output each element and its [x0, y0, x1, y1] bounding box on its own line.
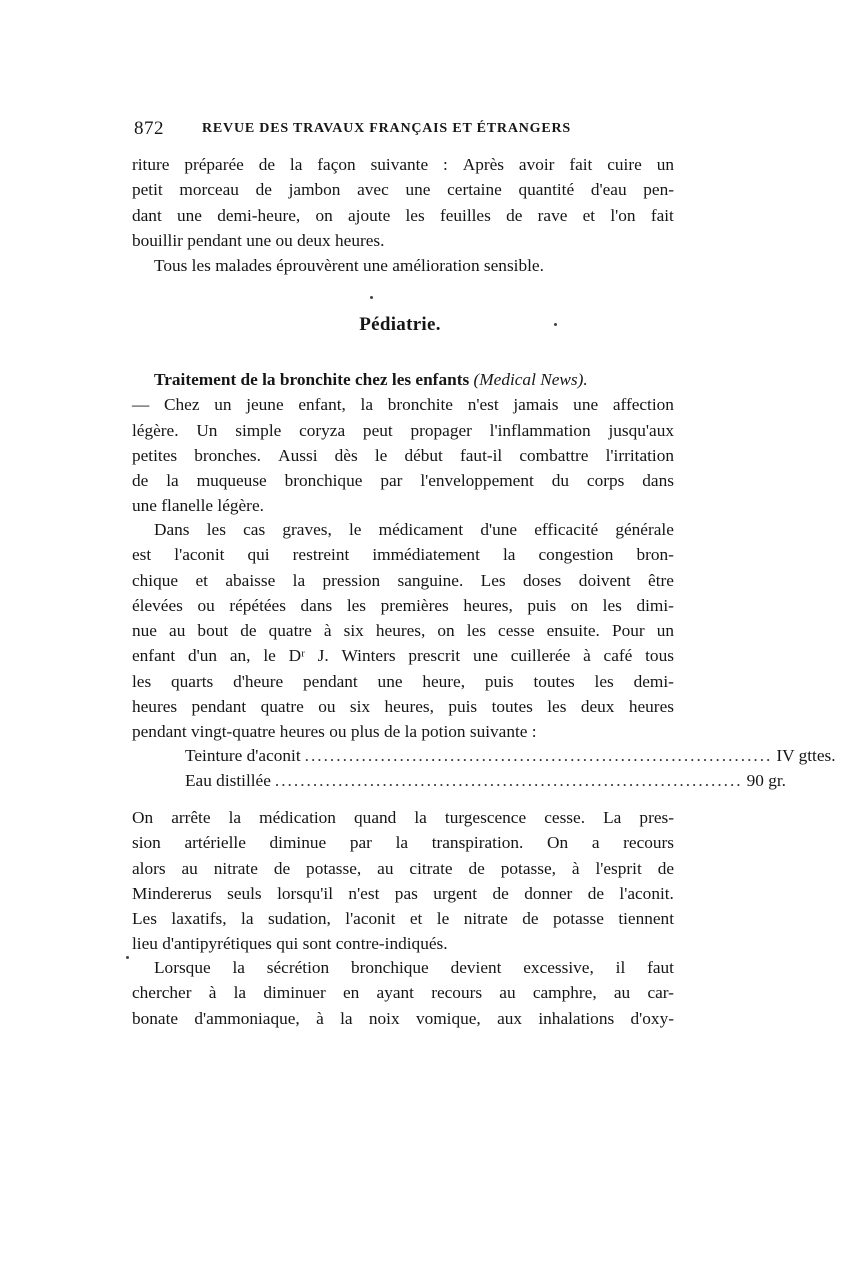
text-line: dant une demi-heure, on ajoute les feuilles de rave et l'on fait — [132, 205, 674, 225]
print-speck — [126, 956, 129, 959]
section-title: Pédiatrie. — [359, 314, 441, 335]
text-line: les quarts d'heure pendant une heure, puis toutes les demi- — [132, 671, 674, 691]
formula-ingredient: Teinture d'aconit — [185, 746, 301, 765]
intro-paragraph — [132, 152, 674, 278]
text-line: petites bronches. Aussi dès le début faut-il combattre l'irritation — [132, 445, 674, 465]
article-paragraph-4 — [132, 955, 674, 1031]
text-line: nue au bout de quatre à six heures, on les cesse ensuite. Pour un — [132, 621, 674, 641]
formula-quantity: 90 gr. — [746, 771, 786, 790]
text-line: — Chez un jeune enfant, la bronchite n'est jamais une affection — [132, 395, 674, 415]
leader-dots: .......................................................................... — [274, 771, 743, 790]
text-line: légère. Un simple coryza peut propager l'inflammation jusqu'aux — [132, 420, 674, 440]
text-line: Tous les malades éprouvèrent une amélioration sensible. — [154, 256, 544, 276]
text-line: heures pendant quatre ou six heures, puis toutes les deux heures — [132, 697, 674, 717]
formula-ingredient: Eau distillée — [185, 771, 271, 790]
formula-line — [185, 746, 836, 766]
article-paragraph-1 — [132, 367, 674, 519]
text-line: Mindererus seuls lorsqu'il n'est pas urgent de donner de l'aconit. — [132, 883, 674, 903]
text-line: est l'aconit qui restreint immédiatement la congestion bron- — [132, 545, 674, 565]
text-line: pendant vingt-quatre heures ou plus de la potion suivante : — [132, 722, 537, 742]
text-line: alors au nitrate de potasse, au citrate de potasse, à l'esprit de — [132, 858, 674, 878]
text-line: Dans les cas graves, le médicament d'une efficacité générale — [154, 520, 674, 539]
article-title-line — [132, 367, 674, 392]
text-line: sion artérielle diminue par la transpiration. On a recours — [132, 833, 674, 853]
formula-quantity: IV gttes. — [776, 746, 836, 765]
formula-line — [185, 771, 786, 791]
text-line: riture préparée de la façon suivante : Après avoir fait cuire un — [132, 155, 674, 174]
article-paragraph-2 — [132, 517, 674, 745]
text-line: de la muqueuse bronchique par l'enveloppement du corps dans — [132, 471, 674, 491]
text-line: bonate d'ammoniaque, à la noix vomique, aux inhalations d'oxy- — [132, 1008, 674, 1028]
text-line: Lorsque la sécrétion bronchique devient excessive, il faut — [154, 958, 674, 977]
text-line: élevées ou répétées dans les premières heures, puis on les dimi- — [132, 595, 674, 615]
article-paragraph-3 — [132, 805, 674, 957]
text-line: petit morceau de jambon avec une certaine quantité d'eau pen- — [132, 180, 674, 200]
text-line: chercher à la diminuer en ayant recours au camphre, au car- — [132, 983, 674, 1003]
text-line: enfant d'un an, le Dʳ J. Winters prescrit une cuillerée à café tous — [132, 646, 674, 666]
page-header — [134, 118, 674, 140]
text-line: bouillir pendant une ou deux heures. — [132, 230, 385, 250]
text-line: lieu d'antipyrétiques qui sont contre-indiqués. — [132, 934, 448, 954]
page-number: 872 — [134, 118, 164, 139]
text-line: Les laxatifs, la sudation, l'aconit et le nitrate de potasse tiennent — [132, 909, 674, 929]
text-line: On arrête la médication quand la turgescence cesse. La pres- — [132, 808, 674, 827]
article-source: (Medical News). — [473, 370, 588, 389]
print-speck — [370, 296, 373, 299]
text-line: chique et abaisse la pression sanguine. Les doses doivent être — [132, 570, 674, 590]
leader-dots: .......................................................................... — [304, 746, 773, 765]
text-line: une flanelle légère. — [132, 496, 264, 516]
article-title: Traitement de la bronchite chez les enfants — [154, 370, 470, 389]
running-head: REVUE DES TRAVAUX FRANÇAIS ET ÉTRANGERS — [202, 121, 571, 136]
